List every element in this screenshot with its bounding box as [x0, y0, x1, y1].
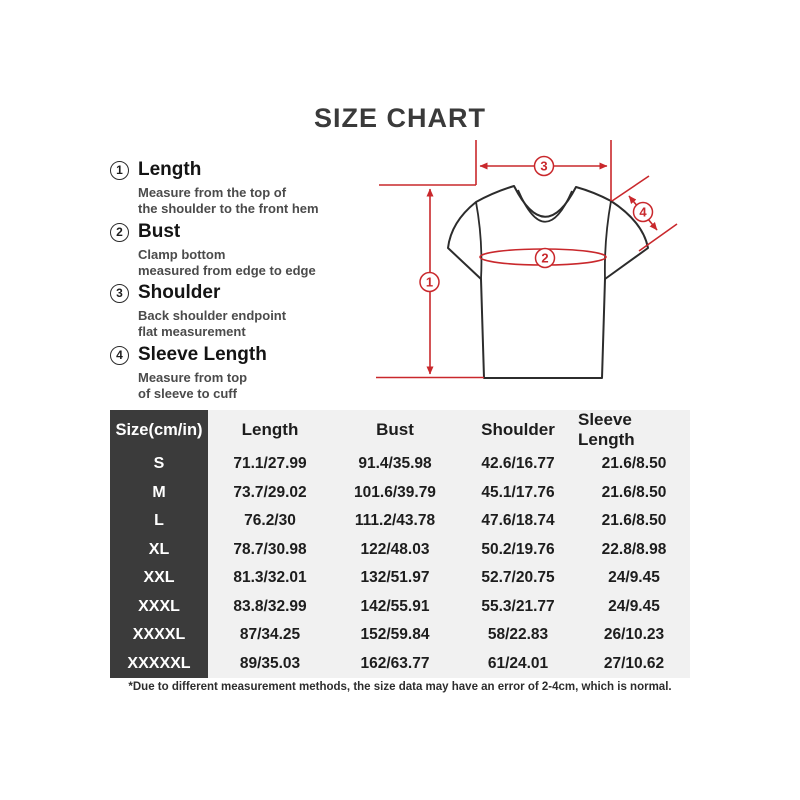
size-value: 21.6/8.50	[578, 450, 690, 479]
size-value: 83.8/32.99	[208, 593, 332, 622]
table-row-xxl	[110, 564, 690, 593]
size-label: XXXXL	[110, 621, 208, 650]
legend-desc-shoulder: Back shoulder endpoint flat measurement	[138, 308, 287, 339]
legend-label-sleeve-length: Sleeve Length	[138, 344, 267, 365]
size-value: 24/9.45	[578, 593, 690, 622]
circled-number-1-icon: 1	[110, 161, 129, 180]
size-value: 61/24.01	[458, 650, 578, 679]
size-value: 52.7/20.75	[458, 564, 578, 593]
size-value: 87/34.25	[208, 621, 332, 650]
size-label: XXL	[110, 564, 208, 593]
size-value: 142/55.91	[332, 593, 458, 622]
size-label: L	[110, 507, 208, 536]
size-label: XXXL	[110, 593, 208, 622]
size-value: 55.3/21.77	[458, 593, 578, 622]
length-marker-label: 1	[425, 274, 434, 290]
size-value: 162/63.77	[332, 650, 458, 679]
sleeve-marker-label: 4	[639, 204, 647, 220]
bust-marker-label: 2	[541, 250, 549, 266]
table-row-s	[110, 450, 690, 479]
legend-desc-sleeve-length: Measure from top of sleeve to cuff	[138, 370, 248, 401]
size-label: S	[110, 450, 208, 479]
table-row-m	[110, 479, 690, 508]
column-header: Sleeve Length	[578, 410, 690, 450]
size-table	[110, 410, 690, 678]
size-label: M	[110, 479, 208, 508]
size-value: 26/10.23	[578, 621, 690, 650]
size-value: 78.7/30.98	[208, 536, 332, 565]
size-value: 24/9.45	[578, 564, 690, 593]
size-value: 21.6/8.50	[578, 507, 690, 536]
size-value: 152/59.84	[332, 621, 458, 650]
legend-desc-bust: Clamp bottom measured from edge to edge	[138, 247, 316, 278]
table-row-xl	[110, 536, 690, 565]
legend-label-length: Length	[138, 159, 202, 180]
size-value: 111.2/43.78	[332, 507, 458, 536]
size-value: 101.6/39.79	[332, 479, 458, 508]
column-header-size: Size(cm/in)	[110, 410, 208, 450]
size-value: 42.6/16.77	[458, 450, 578, 479]
circled-number-4-icon: 4	[110, 346, 129, 365]
table-header-row	[110, 410, 690, 450]
size-value: 22.8/8.98	[578, 536, 690, 565]
size-value: 76.2/30	[208, 507, 332, 536]
size-value: 81.3/32.01	[208, 564, 332, 593]
size-value: 27/10.62	[578, 650, 690, 679]
size-value: 47.6/18.74	[458, 507, 578, 536]
circled-number-2-icon: 2	[110, 223, 129, 242]
size-value: 71.1/27.99	[208, 450, 332, 479]
table-row-xxxl	[110, 593, 690, 622]
size-value: 21.6/8.50	[578, 479, 690, 508]
table-row-xxxxxl	[110, 650, 690, 679]
size-value: 89/35.03	[208, 650, 332, 679]
page-title: SIZE CHART	[314, 103, 486, 133]
size-value: 45.1/17.76	[458, 479, 578, 508]
column-header: Bust	[332, 410, 458, 450]
column-header: Length	[208, 410, 332, 450]
size-value: 132/51.97	[332, 564, 458, 593]
size-label: XL	[110, 536, 208, 565]
column-header: Shoulder	[458, 410, 578, 450]
size-label: XXXXXL	[110, 650, 208, 679]
table-row-xxxxl	[110, 621, 690, 650]
size-value: 58/22.83	[458, 621, 578, 650]
circled-number-3-icon: 3	[110, 284, 129, 303]
size-value: 122/48.03	[332, 536, 458, 565]
legend-label-bust: Bust	[138, 221, 181, 242]
shoulder-marker-label: 3	[540, 158, 548, 174]
legend-desc-length: Measure from the top of the shoulder to the front hem	[138, 185, 319, 216]
size-value: 91.4/35.98	[332, 450, 458, 479]
measurement-footnote: *Due to different measurement methods, the size data may have an error of 2-4cm, which is normal.	[128, 681, 672, 693]
legend-label-shoulder: Shoulder	[138, 282, 221, 303]
size-value: 50.2/19.76	[458, 536, 578, 565]
table-row-l	[110, 507, 690, 536]
size-value: 73.7/29.02	[208, 479, 332, 508]
